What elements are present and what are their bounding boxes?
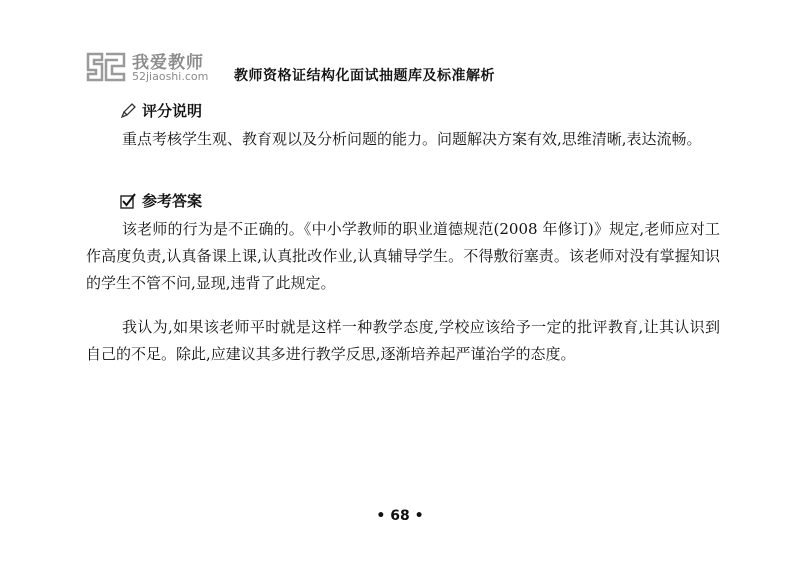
logo-text: 我爱教师 <box>132 53 204 73</box>
pencil-icon <box>120 103 136 119</box>
answer-paragraph: 我认为,如果该老师平时就是这样一种教学态度,学校应该给予一定的批评教育,让其认识到自己的不足。除此,应建议其多进行教学反思,逐渐培养起严谨治学的态度。 <box>86 318 720 363</box>
logo-url: 52jiaoshi.com <box>132 70 209 83</box>
answer-heading <box>120 190 202 211</box>
answer-paragraph: 该老师的行为是不正确的。《中小学教师的职业道德规范(2008 年修订)》规定,老师应对工作高度负责,认真备课上课,认真批改作业,认真辅导学生。不得敷衍塞责。该老师对没有掌握知识的学生不管不问,显现,违背了此规定。 <box>86 220 720 292</box>
page-number: • 68 • <box>376 508 424 524</box>
logo <box>84 48 224 88</box>
scoring-heading-label: 评分说明 <box>142 102 203 120</box>
answer-heading-label: 参考答案 <box>142 192 203 210</box>
checkbox-icon <box>120 193 136 209</box>
book-title: 教师资格证结构化面试抽题库及标准解析 <box>234 68 495 84</box>
logo-mark-icon <box>84 50 128 84</box>
scoring-heading <box>120 100 202 121</box>
scoring-text: 重点考核学生观、教育观以及分析问题的能力。问题解决方案有效,思维清晰,表达流畅。 <box>122 130 702 148</box>
page-header <box>84 48 724 88</box>
